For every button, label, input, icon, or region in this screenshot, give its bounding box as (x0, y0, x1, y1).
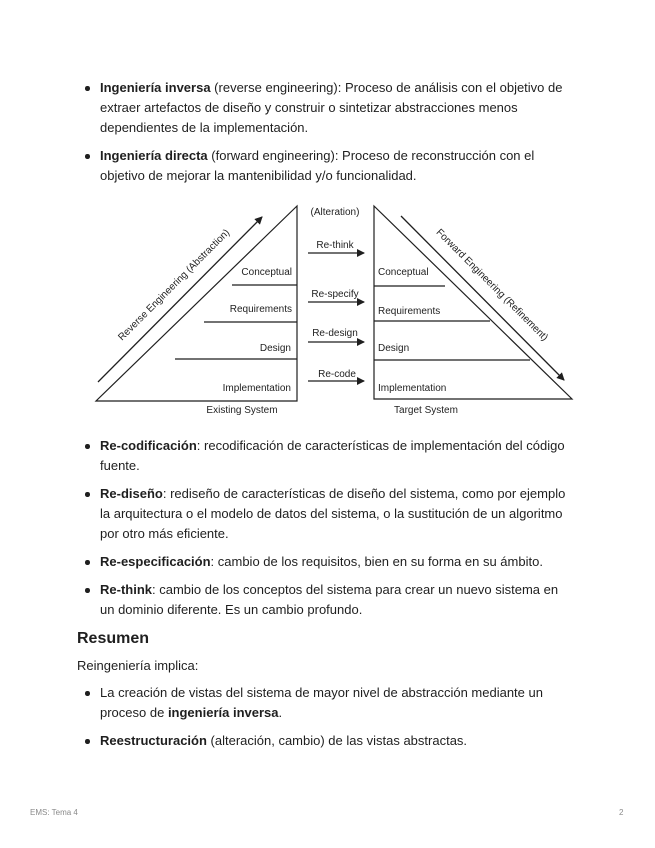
level-label: Conceptual (241, 267, 292, 278)
reverse-engineering-label: Reverse Engineering (Abstraction) (116, 227, 233, 344)
level-label: Design (378, 343, 410, 354)
definition: (forward engineering): Proceso de reconstrucción con el objetivo de mejorar la mantenibilidad y/o funcionalidad. (100, 148, 535, 183)
list-item (80, 146, 570, 186)
target-system-label: Target System (394, 405, 458, 416)
arrow-label: Re-code (318, 369, 356, 380)
term: Ingeniería inversa (100, 80, 211, 95)
section-heading: Resumen (77, 630, 150, 647)
reengineering-types-list (80, 436, 570, 628)
term: Ingeniería directa (100, 148, 208, 163)
item-text: . (278, 705, 283, 720)
reengineering-diagram (0, 190, 655, 422)
level-label: Implementation (378, 383, 447, 394)
forward-engineering-label: Forward Engineering (Refinement) (433, 227, 550, 344)
arrow-label: Re-design (312, 328, 358, 339)
definition: : rediseño de características de diseño del sistema, como por ejemplo la arquitectura o el modelo de datos del sistema, o la sustitución de un algoritmo por otro más eficiente. (100, 486, 566, 541)
level-label: Requirements (378, 306, 441, 317)
arrow-label: Re-specify (311, 289, 359, 300)
alteration-label: (Alteration) (310, 207, 360, 218)
target-system-triangle (374, 206, 572, 399)
list-item (80, 436, 570, 476)
summary-list (80, 683, 570, 759)
list-item (80, 78, 570, 138)
term: Re-diseño (100, 486, 163, 501)
list-item (80, 552, 570, 572)
term: Re-especificación (100, 554, 211, 569)
level-label: Conceptual (378, 267, 429, 278)
forward-engineering-arrow (401, 216, 564, 380)
definition: (reverse engineering): Proceso de análisis con el objetivo de extraer artefactos de diseño y construir o sintetizar abstracciones menos dependientes de la implementación. (100, 80, 563, 135)
definition: : cambio de los requisitos, bien en su forma en su ámbito. (210, 554, 543, 569)
footer-doc-title: EMS: Tema 4 (30, 808, 78, 817)
level-label: Requirements (229, 304, 292, 315)
item-text: (alteración, cambio) de las vistas abstractas. (206, 733, 468, 748)
page-number: 2 (619, 808, 624, 817)
list-item (80, 731, 570, 751)
list-item (80, 683, 570, 723)
existing-system-label: Existing System (206, 405, 278, 416)
term: Reestructuración (100, 733, 207, 748)
term: ingeniería inversa (167, 705, 279, 720)
item-text: La creación de vistas del sistema de mayor nivel de abstracción mediante un proceso de (100, 685, 543, 720)
definition: : cambio de los conceptos del sistema para crear un nuevo sistema en un dominio diferente. Es un cambio profundo. (100, 582, 559, 617)
term: Re-codificación (100, 438, 197, 453)
level-label: Design (259, 343, 291, 354)
term: Re-think (100, 582, 152, 597)
summary-intro: Reingeniería implica: (77, 658, 199, 673)
level-label: Implementation (222, 383, 291, 394)
list-item (80, 580, 570, 620)
list-item (80, 484, 570, 544)
definitions-list (80, 78, 570, 194)
reverse-engineering-arrow (98, 217, 262, 382)
definition: : recodificación de características de implementación del código fuente. (100, 438, 565, 473)
arrow-label: Re-think (316, 240, 354, 251)
